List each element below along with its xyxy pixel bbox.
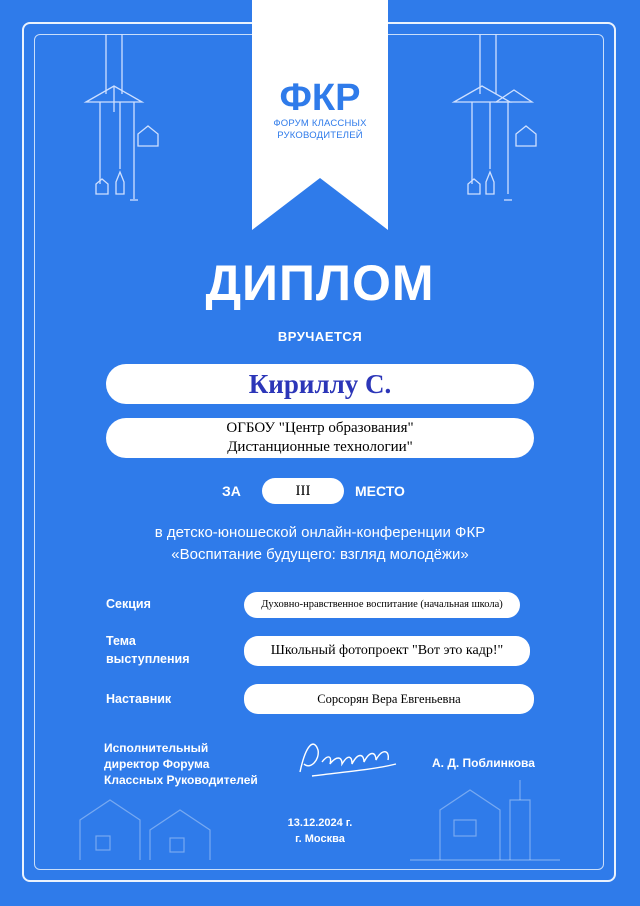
logo-line-2: РУКОВОДИТЕЛЕЙ xyxy=(277,130,363,141)
handwritten-signature xyxy=(292,734,402,782)
topic-value: Школьный фотопроект "Вот это кадр!" xyxy=(244,636,530,666)
logo-mark-text: ФКР xyxy=(279,77,361,116)
hanging-houses-left-decoration xyxy=(76,34,166,214)
organization-line-2: Дистанционные технологии" xyxy=(227,439,413,455)
topic-label-line-1: Тема xyxy=(106,634,136,648)
section-value: Духовно-нравственное воспитание (начальная школа) xyxy=(244,592,520,618)
hanging-houses-right-decoration xyxy=(450,34,550,214)
topic-label-line-2: выступления xyxy=(106,652,190,666)
organization-line-1: ОГБОУ "Центр образования" xyxy=(226,420,414,436)
conference-line-2: «Воспитание будущего: взгляд молодёжи» xyxy=(171,546,469,563)
conference-line-1: в детско-юношеской онлайн-конференции ФКР xyxy=(154,524,486,541)
conference-description xyxy=(0,522,640,566)
bottom-right-illustration xyxy=(400,770,570,870)
place-suffix: МЕСТО xyxy=(355,483,405,499)
awarded-label: ВРУЧАЕТСЯ xyxy=(277,329,363,344)
issue-date: 13.12.2024 г. xyxy=(287,817,353,829)
diploma-title: ДИПЛОМ xyxy=(205,255,435,311)
signer-role-line-3: Классных Руководителей xyxy=(104,773,258,787)
logo-line-1: ФОРУМ КЛАССНЫХ xyxy=(273,118,367,129)
topic-label xyxy=(106,632,190,668)
signer-role-line-1: Исполнительный xyxy=(104,741,209,755)
signer-name: А. Д. Поблинкова xyxy=(432,756,535,770)
mentor-label: Наставник xyxy=(106,692,172,706)
place-value: III xyxy=(295,483,311,499)
fkr-logo-mark xyxy=(266,76,374,116)
recipient-name: Кириллу С. xyxy=(248,369,392,399)
issue-city: г. Москва xyxy=(295,833,345,845)
place-prefix: ЗА xyxy=(222,483,241,499)
logo-caption xyxy=(252,118,388,142)
mentor-value: Сорсорян Вера Евгеньевна xyxy=(244,684,534,714)
section-label: Секция xyxy=(106,597,151,611)
organization-name xyxy=(106,419,534,457)
bottom-left-illustration xyxy=(70,780,230,870)
signer-role-line-2: директор Форума xyxy=(104,757,210,771)
